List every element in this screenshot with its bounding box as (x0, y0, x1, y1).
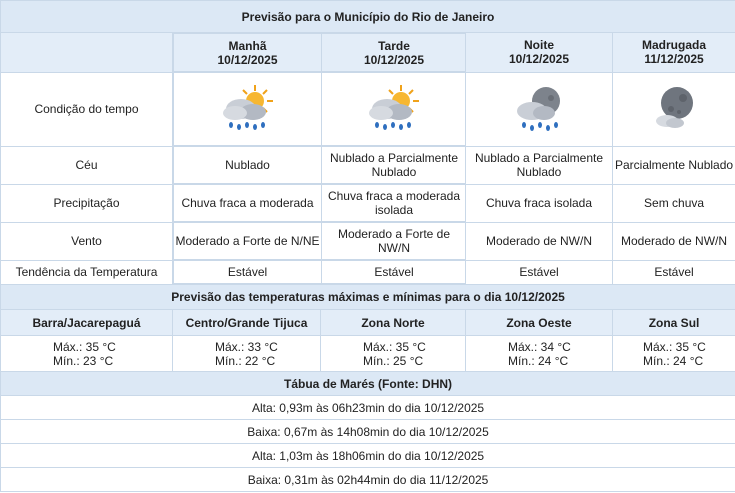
period-header: Tarde 10/12/2025 (322, 34, 467, 72)
tide-entry: Alta: 0,93m às 06h23min do dia 10/12/2025 (1, 396, 735, 420)
forecast-title: Previsão para o Município do Rio de Janeiro (1, 1, 735, 33)
trend-value: Estável (466, 260, 613, 285)
tide-entry: Baixa: 0,31m às 02h44min do dia 11/12/2025 (1, 468, 735, 492)
wind-value: Moderado de NW/N (613, 222, 735, 260)
row-label-ceu: Céu (1, 146, 173, 184)
rain-sun-cloud-icon (174, 73, 322, 146)
precipitation-value: Chuva fraca isolada (466, 184, 613, 222)
precipitation-value: Sem chuva (613, 184, 735, 222)
row-label-vento: Vento (1, 222, 173, 260)
temps-title: Previsão das temperaturas máximas e mínimas para o dia 10/12/2025 (1, 285, 735, 310)
tide-entry: Alta: 1,03m às 18h06min do dia 10/12/2025 (1, 444, 735, 468)
trend-value: Estável (613, 260, 735, 285)
sky-value: Nublado a Parcialmente Nublado (466, 146, 613, 184)
zone-header: Zona Oeste (466, 310, 613, 336)
trend-value: Estável (322, 261, 467, 284)
tide-entry: Baixa: 0,67m às 14h08min do dia 10/12/2025 (1, 420, 735, 444)
zone-header: Zona Norte (321, 310, 466, 336)
precipitation-value: Chuva fraca a moderada isolada (322, 185, 467, 222)
period-header: Madrugada 11/12/2025 (613, 33, 735, 73)
rain-moon-cloud-icon (466, 72, 613, 146)
zone-temps: Máx.: 33 °C Mín.: 22 °C (173, 336, 321, 372)
row-label-precipitacao: Precipitação (1, 184, 173, 222)
wind-value: Moderado a Forte de N/NE (174, 223, 322, 260)
corner-cell (1, 33, 173, 73)
zone-temps: Máx.: 35 °C Mín.: 23 °C (1, 336, 173, 372)
row-label-tendencia: Tendência da Temperatura (1, 260, 173, 285)
zone-header: Centro/Grande Tijuca (173, 310, 321, 336)
period-header: Noite 10/12/2025 (466, 33, 613, 73)
tides-title: Tábua de Marés (Fonte: DHN) (1, 372, 735, 396)
precipitation-value: Chuva fraca a moderada (174, 185, 322, 222)
period-header: Manhã 10/12/2025 (174, 34, 322, 72)
zone-temps: Máx.: 35 °C Mín.: 24 °C (613, 336, 735, 372)
moon-cloud-icon (613, 72, 735, 146)
sky-value: Nublado a Parcialmente Nublado (322, 147, 467, 184)
trend-value: Estável (174, 261, 322, 284)
wind-value: Moderado a Forte de NW/N (322, 223, 467, 260)
sky-value: Parcialmente Nublado (613, 146, 735, 184)
zone-header: Barra/Jacarepaguá (1, 310, 173, 336)
sky-value: Nublado (174, 147, 322, 184)
row-label-condicao: Condição do tempo (1, 72, 173, 146)
zone-header: Zona Sul (613, 310, 735, 336)
zone-temps: Máx.: 34 °C Mín.: 24 °C (466, 336, 613, 372)
zone-temps: Máx.: 35 °C Mín.: 25 °C (321, 336, 466, 372)
rain-sun-cloud-icon (322, 73, 467, 146)
wind-value: Moderado de NW/N (466, 222, 613, 260)
